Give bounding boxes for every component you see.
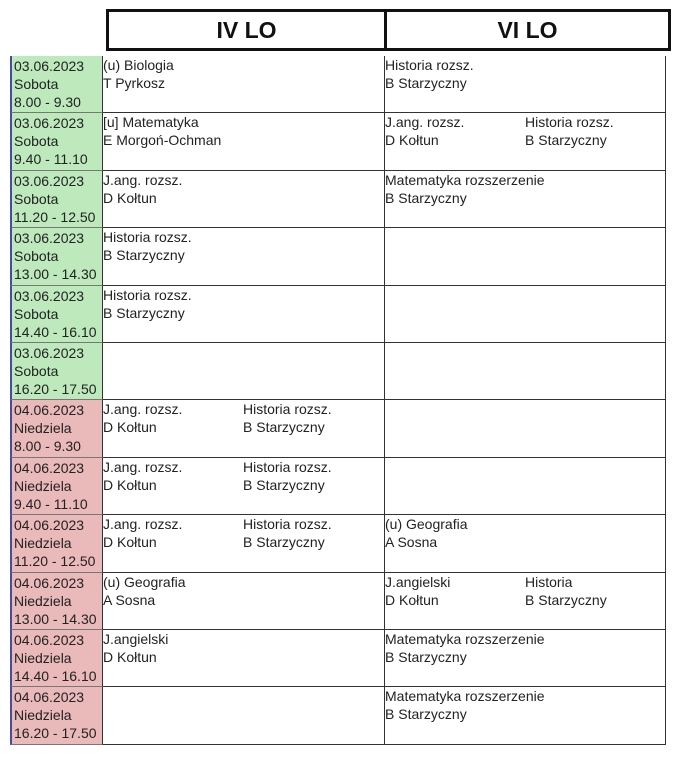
iv-lo-cell — [103, 56, 385, 113]
vi-lo-cell — [385, 228, 666, 285]
header-vi-lo: VI LO — [384, 9, 671, 51]
teacher-label: B Starzyczny — [243, 419, 325, 436]
date-cell-time: 14.40 - 16.10 — [14, 667, 97, 684]
date-cell-day: Sobota — [14, 76, 59, 92]
date-cell-date: 03.06.2023 — [14, 115, 85, 132]
subject-label: J.ang. rozsz. — [103, 401, 183, 418]
vi-lo-cell — [385, 687, 666, 744]
date-cell — [10, 286, 103, 343]
date-cell — [10, 515, 103, 572]
class-entry — [385, 515, 467, 551]
schedule-grid — [10, 56, 666, 745]
teacher-label: T Pyrkosz — [103, 75, 165, 91]
teacher-label: E Morgoń-Ochman — [103, 132, 222, 149]
date-cell-time: 9.40 - 11.10 — [14, 495, 88, 512]
vi-lo-cell — [385, 458, 666, 515]
date-cell-day: Sobota — [14, 248, 59, 265]
iv-lo-cell — [103, 343, 385, 400]
teacher-label: B Starzyczny — [103, 304, 185, 321]
schedule-row — [10, 228, 666, 285]
date-cell — [10, 56, 103, 113]
iv-lo-cell — [103, 171, 385, 228]
vi-lo-cell — [385, 56, 666, 113]
teacher-label: B Starzyczny — [525, 591, 607, 608]
date-cell-time: 9.40 - 11.10 — [14, 151, 88, 168]
date-cell-date: 03.06.2023 — [14, 58, 85, 74]
date-cell-time: 11.20 - 12.50 — [14, 553, 96, 570]
date-cell-date: 03.06.2023 — [14, 230, 85, 247]
class-entry — [103, 113, 221, 149]
subject-label: Matematyka rozszerzenie — [385, 630, 545, 647]
vi-lo-cell — [385, 400, 666, 457]
schedule-row — [10, 171, 666, 228]
date-cell-time: 13.00 - 14.30 — [14, 610, 97, 627]
schedule-row — [10, 56, 666, 113]
subject-label: [u] Matematyka — [103, 114, 199, 131]
date-cell-time: 14.40 - 16.10 — [14, 323, 97, 340]
date-cell-time: 8.00 - 9.30 — [14, 438, 81, 455]
subject-label: Historia rozsz. — [243, 401, 332, 418]
date-cell-date: 03.06.2023 — [14, 287, 85, 304]
date-cell-date: 03.06.2023 — [14, 344, 85, 361]
subject-label: (u) Geografia — [385, 516, 468, 533]
schedule-row — [10, 113, 666, 170]
subject-label: J.ang. rozsz. — [103, 516, 183, 533]
date-cell-date: 04.06.2023 — [14, 689, 85, 706]
date-cell-date: 04.06.2023 — [14, 517, 85, 534]
teacher-label: D Kołtun — [103, 419, 157, 436]
schedule-row — [10, 286, 666, 343]
date-cell-date: 04.06.2023 — [14, 402, 85, 419]
subject-label: (u) Geografia — [103, 573, 186, 590]
schedule-row — [10, 687, 666, 744]
class-entry — [243, 400, 332, 436]
date-cell — [10, 687, 103, 744]
date-cell-day: Sobota — [14, 305, 59, 322]
date-cell-day: Niedziela — [14, 477, 72, 494]
subject-label: J.ang. rozsz. — [103, 458, 183, 475]
teacher-label: D Kołtun — [103, 476, 157, 493]
vi-lo-cell — [385, 630, 666, 687]
class-entry — [525, 113, 614, 149]
date-cell-time: 11.20 - 12.50 — [14, 208, 96, 225]
vi-lo-cell — [385, 343, 666, 400]
teacher-label: B Starzyczny — [243, 534, 325, 551]
schedule-row — [10, 630, 666, 687]
date-cell-date: 04.06.2023 — [14, 631, 85, 648]
subject-label: Historia rozsz. — [243, 516, 332, 533]
schedule-row — [10, 573, 666, 630]
date-cell-day: Niedziela — [14, 592, 72, 609]
subject-label: (u) Biologia — [103, 57, 174, 73]
date-cell-time: 8.00 - 9.30 — [14, 94, 81, 110]
teacher-label: B Starzyczny — [103, 247, 185, 264]
schedule-row — [10, 400, 666, 457]
date-cell-time: 16.20 - 17.50 — [14, 380, 97, 397]
subject-label: Historia rozsz. — [103, 286, 192, 303]
teacher-label: B Starzyczny — [243, 476, 325, 493]
class-entry — [103, 228, 192, 264]
subject-label: Historia rozsz. — [243, 458, 332, 475]
class-entry — [103, 458, 182, 494]
vi-lo-cell — [385, 515, 666, 572]
iv-lo-cell — [103, 630, 385, 687]
teacher-label: A Sosna — [103, 591, 156, 608]
iv-lo-cell — [103, 515, 385, 572]
iv-lo-cell — [103, 228, 385, 285]
teacher-label: D Kołtun — [385, 591, 439, 608]
subject-label: J.ang. rozsz. — [385, 114, 465, 131]
date-cell-day: Sobota — [14, 133, 59, 150]
date-cell — [10, 573, 103, 630]
date-cell — [10, 228, 103, 285]
class-entry — [103, 56, 174, 92]
date-cell-day: Niedziela — [14, 420, 72, 437]
class-entry — [103, 400, 182, 436]
class-entry — [385, 56, 474, 92]
teacher-label: D Kołtun — [385, 132, 439, 149]
teacher-label: B Starzyczny — [385, 75, 467, 91]
vi-lo-cell — [385, 113, 666, 170]
iv-lo-cell — [103, 687, 385, 744]
date-cell-date: 04.06.2023 — [14, 459, 85, 476]
subject-label: Historia rozsz. — [103, 229, 192, 246]
date-cell-date: 04.06.2023 — [14, 574, 85, 591]
schedule-row — [10, 458, 666, 515]
class-entry — [385, 630, 545, 666]
class-entry — [385, 687, 545, 723]
class-entry — [385, 113, 464, 149]
date-cell-time: 13.00 - 14.30 — [14, 266, 97, 283]
class-entry — [103, 630, 168, 666]
teacher-label: B Starzyczny — [385, 189, 467, 206]
schedule-row — [10, 515, 666, 572]
date-cell — [10, 400, 103, 457]
schedule-row — [10, 343, 666, 400]
iv-lo-cell — [103, 400, 385, 457]
subject-label: J.ang. rozsz. — [103, 171, 183, 188]
date-cell-time: 16.20 - 17.50 — [14, 725, 97, 742]
vi-lo-cell — [385, 573, 666, 630]
date-cell-day: Niedziela — [14, 535, 72, 552]
class-entry — [103, 286, 192, 322]
iv-lo-cell — [103, 458, 385, 515]
teacher-label: D Kołtun — [103, 648, 157, 665]
teacher-label: A Sosna — [385, 534, 438, 551]
class-entry — [103, 515, 182, 551]
date-cell — [10, 343, 103, 400]
date-cell-day: Sobota — [14, 190, 59, 207]
subject-label: Matematyka rozszerzenie — [385, 688, 545, 705]
teacher-label: B Starzyczny — [385, 648, 467, 665]
vi-lo-cell — [385, 286, 666, 343]
vi-lo-cell — [385, 171, 666, 228]
date-cell-date: 03.06.2023 — [14, 172, 85, 189]
subject-label: Historia — [525, 573, 573, 590]
subject-label: Historia rozsz. — [525, 114, 614, 131]
subject-label: Historia rozsz. — [385, 57, 474, 73]
class-entry — [385, 171, 545, 207]
subject-label: J.angielski — [385, 573, 451, 590]
teacher-label: B Starzyczny — [525, 132, 607, 149]
teacher-label: B Starzyczny — [385, 706, 467, 723]
class-entry — [103, 573, 185, 609]
iv-lo-cell — [103, 573, 385, 630]
class-entry — [243, 458, 332, 494]
teacher-label: D Kołtun — [103, 534, 157, 551]
class-entry — [103, 171, 182, 207]
date-cell — [10, 171, 103, 228]
date-cell-day: Niedziela — [14, 707, 72, 724]
date-cell-day: Niedziela — [14, 649, 72, 666]
date-cell — [10, 113, 103, 170]
iv-lo-cell — [103, 286, 385, 343]
date-cell — [10, 458, 103, 515]
class-entry — [385, 573, 450, 609]
class-entry — [525, 573, 607, 609]
subject-label: J.angielski — [103, 630, 169, 647]
subject-label: Matematyka rozszerzenie — [385, 171, 545, 188]
class-entry — [243, 515, 332, 551]
date-cell-day: Sobota — [14, 362, 59, 379]
date-cell — [10, 630, 103, 687]
iv-lo-cell — [103, 113, 385, 170]
header-iv-lo: IV LO — [106, 9, 387, 51]
teacher-label: D Kołtun — [103, 189, 157, 206]
